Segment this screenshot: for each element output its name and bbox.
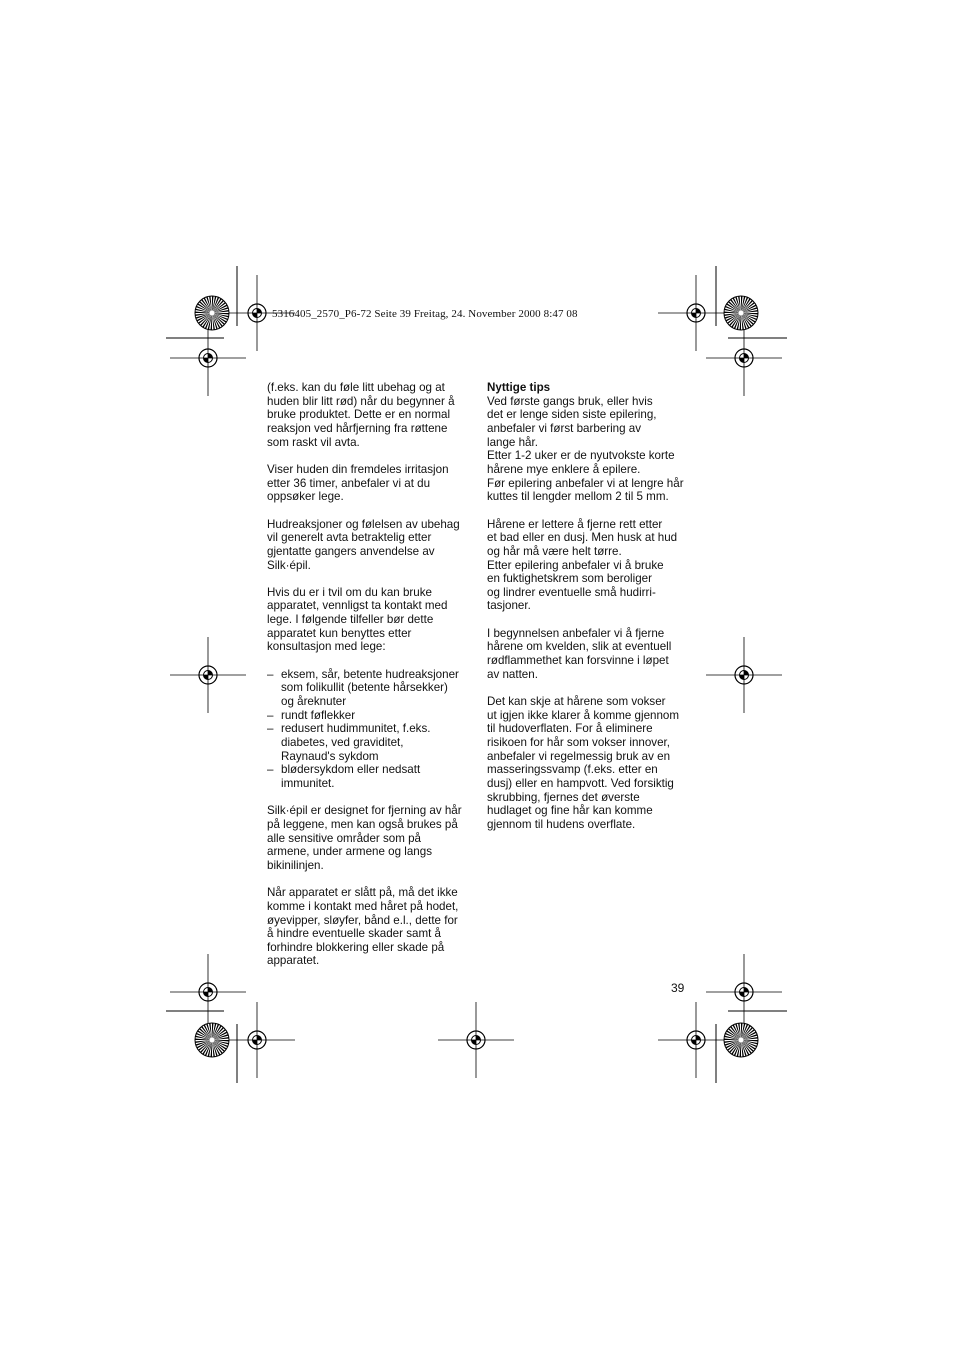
text-line: eksem, sår, betente hudreaksjoner — [281, 667, 459, 681]
paragraph — [267, 518, 467, 573]
text-line: diabetes, ved graviditet, — [281, 736, 404, 749]
paragraph — [267, 586, 467, 654]
text-line: bruke produktet. Dette er en normal — [267, 408, 451, 422]
text-line: hudlaget og fine hår kan komme — [487, 804, 653, 818]
text-line: Raynaud's sykdom — [281, 749, 379, 763]
list-dash: – — [267, 667, 274, 681]
text-line: som folikullit (betente hårsekker) — [281, 681, 448, 695]
paragraph — [487, 627, 687, 682]
left-column — [267, 381, 467, 982]
paragraph — [487, 695, 687, 832]
list-item — [267, 763, 467, 790]
text-line: en fuktighetskrem som beroliger — [487, 572, 652, 586]
text-line: masseringssvamp (f.eks. etter en — [487, 763, 658, 777]
text-line: og hår må være helt tørre. — [487, 544, 622, 558]
text-line: Det kan skje at hårene som vokser — [487, 695, 666, 709]
text-line: Silk·épil. — [267, 558, 311, 572]
text-line: Silk·épil er designet for fjerning av hår — [267, 804, 462, 818]
list-dash: – — [267, 722, 274, 736]
text-line: dusj) eller en hampvott. Ved forsiktig — [487, 776, 674, 790]
text-line: Hvis du er i tvil om du kan bruke — [267, 585, 432, 599]
registration-mark — [658, 275, 734, 351]
text-line: gjennom til hudens overflate. — [487, 817, 636, 831]
text-line: reaksjon ved hårfjerning fra røttene — [267, 421, 448, 435]
registration-mark — [706, 954, 782, 1030]
text-line: anbefaler vi regelmessig bruk av en — [487, 749, 671, 763]
text-line: komme i kontakt med håret på hodet, — [267, 899, 459, 913]
text-line: gjentatte gangers anvendelse av — [267, 544, 435, 558]
registration-mark — [706, 637, 782, 713]
text-line: det er lenge siden siste epilering, — [487, 408, 657, 422]
text-line: oppsøker lege. — [267, 490, 344, 504]
text-line: av natten. — [487, 667, 538, 681]
paragraph — [267, 463, 467, 504]
text-line: etter 36 timer, anbefaler vi at du — [267, 476, 431, 490]
text-line: hårene mye enklere å epilere. — [487, 462, 641, 476]
text-line: huden blir litt rød) når du begynner å — [267, 394, 455, 408]
starburst-target — [724, 296, 758, 330]
text-line: hårene om kvelden, slik at eventuell — [487, 640, 672, 654]
text-line: Etter epilering anbefaler vi å bruke — [487, 558, 664, 572]
text-line: armene, under armene og langs — [267, 845, 432, 859]
text-line: skrubbing, fjernes det øverste — [487, 790, 640, 804]
text-line: bikinilinjen. — [267, 858, 324, 872]
text-line: immunitet. — [281, 776, 335, 790]
text-line: anbefaler vi først barbering av — [487, 421, 642, 435]
text-line: blødersykdom eller nedsatt — [281, 763, 421, 777]
text-line: risikoen for hår som vokser innover, — [487, 736, 670, 750]
text-line: og åreknuter — [281, 695, 347, 709]
text-line: Før epilering anbefaler vi at lengre hår — [487, 476, 684, 490]
text-line: forhindre blokkering eller skade på — [267, 940, 445, 954]
starburst-target — [195, 296, 229, 330]
text-line: redusert hudimmunitet, f.eks. — [281, 722, 431, 736]
page-number: 39 — [671, 981, 685, 995]
text-line: konsultasjon med lege: — [267, 640, 386, 654]
text-line: Hårene er lettere å fjerne rett etter — [487, 517, 663, 531]
paragraph — [487, 381, 687, 504]
registration-mark — [170, 954, 246, 1030]
paragraph — [487, 518, 687, 614]
starburst-target — [195, 1023, 229, 1057]
text-line: Viser huden din fremdeles irritasjon — [267, 462, 449, 476]
registration-mark — [170, 637, 246, 713]
contraindication-list — [267, 668, 467, 791]
registration-mark — [438, 1002, 514, 1078]
list-item — [267, 668, 467, 709]
text-line: øyevipper, sløyfer, bånd e.l., dette for — [267, 913, 458, 927]
text-line: og lindrer eventuelle små hudirri- — [487, 585, 656, 599]
text-line: på leggene, men kan også brukes på — [267, 817, 458, 831]
list-item — [267, 709, 467, 723]
registration-mark — [170, 320, 246, 396]
text-line: Ved første gangs bruk, eller hvis — [487, 394, 653, 408]
text-line: apparatet. — [267, 954, 320, 968]
text-line: rundt føflekker — [281, 708, 356, 722]
text-line: ut igjen ikke klarer å komme gjennom — [487, 708, 680, 722]
section-heading: Nyttige tips — [487, 381, 551, 394]
text-line: til hudoverflaten. For å eliminere — [487, 722, 653, 736]
text-line: rødflammethet kan forsvinne i løpet — [487, 654, 669, 668]
text-line: et bad eller en dusj. Men husk at hud — [487, 531, 678, 545]
text-line: apparatet, vennligst ta kontakt med — [267, 599, 448, 613]
text-line: kuttes til lengder mellom 2 til 5 mm. — [487, 490, 669, 504]
paragraph — [267, 804, 467, 872]
text-line: Etter 1-2 uker er de nyutvokste korte — [487, 449, 675, 463]
text-line: vil generelt avta betraktelig etter — [267, 531, 432, 545]
registration-mark — [658, 1002, 734, 1078]
list-dash: – — [267, 763, 274, 777]
text-line: lange hår. — [487, 435, 538, 449]
list-dash: – — [267, 708, 274, 722]
text-line: Når apparatet er slått på, må det ikke — [267, 886, 458, 900]
paragraph — [267, 381, 467, 449]
text-line: tasjoner. — [487, 599, 531, 613]
text-line: som raskt vil avta. — [267, 435, 360, 449]
list-item — [267, 722, 467, 763]
text-line: apparatet kun benyttes etter — [267, 626, 412, 640]
registration-mark — [219, 1002, 295, 1078]
text-line: å hindre eventuelle skader samt å — [267, 927, 442, 941]
text-line: Hudreaksjoner og følelsen av ubehag — [267, 517, 460, 531]
print-slug: 5316405_2570_P6-72 Seite 39 Freitag, 24. November 2000 8:47 08 — [272, 308, 578, 320]
right-column — [487, 381, 687, 845]
text-line: I begynnelsen anbefaler vi å fjerne — [487, 626, 665, 640]
starburst-target — [724, 1023, 758, 1057]
registration-mark — [706, 320, 782, 396]
text-line: (f.eks. kan du føle litt ubehag og at — [267, 381, 445, 394]
paragraph — [267, 886, 467, 968]
text-line: lege. I følgende tilfeller bør dette — [267, 613, 434, 627]
text-line: alle sensitive områder som på — [267, 831, 422, 845]
